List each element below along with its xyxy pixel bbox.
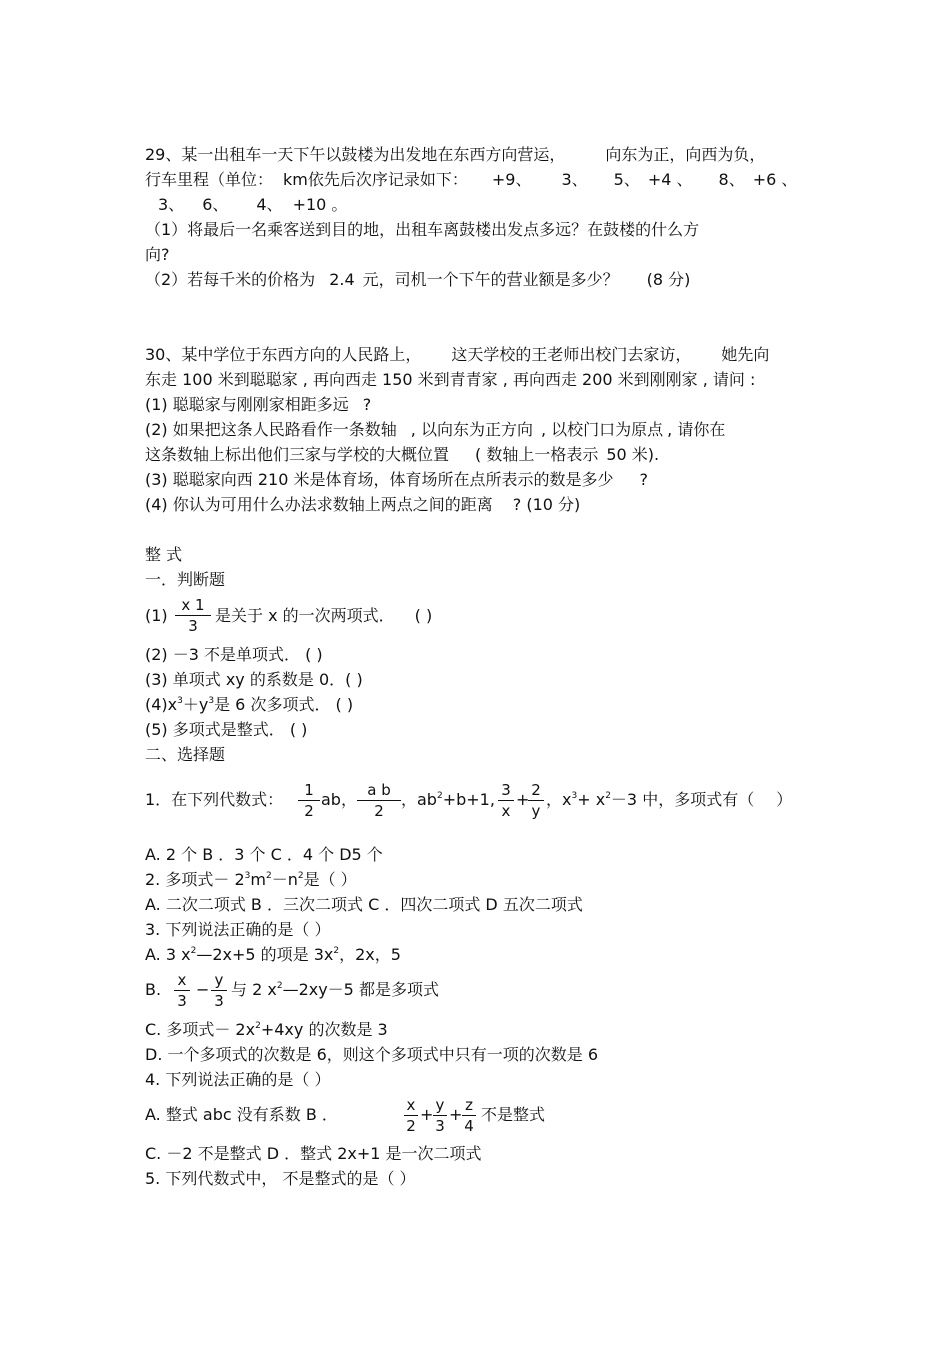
q29-text: 元，司机一个下午的营业额是多少？ — [362, 270, 619, 289]
choice-4-options-cd: C. －2 不是整式 D ．整式 2x+1 是一次二项式 — [145, 1144, 482, 1163]
q30-sub2-cont — [145, 445, 659, 465]
q29-line1 — [145, 145, 765, 165]
q29-text: 29、某一出租车一天下午以鼓楼为出发地在东西方向营运， — [145, 145, 566, 164]
judge-item-1-label: (1) — [145, 606, 168, 625]
choice-4-option-b-text: 不是整式 — [481, 1105, 546, 1124]
record-value: 3、 — [158, 195, 185, 214]
q29-sub1-cont: 向? — [145, 245, 170, 264]
q30-line2: 东走 100 米到聪聪家 , 再向西走 150 米到青青家 , 再向西走 200 米到刚刚家 , 请问 : — [145, 370, 756, 389]
q29-text: 行车里程（单位： — [145, 170, 274, 189]
record-value: +6 、 — [752, 170, 798, 189]
record-value: 8、 — [718, 170, 745, 189]
fraction: x 3 — [174, 971, 190, 1010]
answer-blank: ( ) — [414, 606, 433, 625]
judge-item-4: $(4)x^3+y^3$是 6 次多项式． ( ) — [145, 695, 354, 714]
choice-4-text: + — [420, 1105, 434, 1124]
section-title: 整 式 — [145, 545, 183, 564]
choice-3-option-c: C. 多项式－ $2x^2+4xy$ 的次数是 3 — [145, 1020, 388, 1039]
choice-5-stem: 5. 下列代数式中， 不是整式的是（ ） — [145, 1169, 416, 1188]
record-value: 6、 — [202, 195, 229, 214]
score: (8 分) — [646, 270, 691, 289]
q30-line1 — [145, 345, 769, 365]
q29-sub1: （1）将最后一名乘客送到目的地，出租车离鼓楼出发点多远？在鼓楼的什么方 — [145, 220, 700, 239]
choice-3-option-b-label: B. — [145, 980, 162, 999]
price-value: 2.4 — [329, 270, 355, 289]
q30-text: (2) 如果把这条人民路看作一条数轴 — [145, 420, 397, 439]
choice-1-options: A. 2 个 B ．3 个 C ．4 个 D5 个 — [145, 845, 383, 864]
fraction: x 2 — [404, 1096, 418, 1135]
q30-text: , 以校门口为原点 — [540, 420, 664, 439]
q29-text: （2）若每千米的价格为 — [145, 270, 316, 289]
fraction: 3 x — [498, 781, 514, 820]
choice-3-text: − — [196, 980, 210, 999]
record-value: +4 、 — [647, 170, 693, 189]
q30-text: 30、某中学位于东西方向的人民路上， — [145, 345, 422, 364]
judge-item-3: (3) 单项式 xy 的系数是 0．( ) — [145, 670, 363, 689]
choice-1-text: ，$ab^2+b+1$, — [401, 790, 495, 809]
part-heading-judge: 一．判断题 — [145, 570, 226, 589]
choice-1-text: ，$x^3+ x^2-3$ 中，多项式有（ ） — [546, 790, 793, 809]
fraction: 1 2 — [298, 781, 320, 820]
q30-text: , 以向东为正方向 — [410, 420, 533, 439]
record-value: 4、 — [256, 195, 283, 214]
choice-2-options: A. 二次二项式 B ．三次二项式 C ．四次二项式 D 五次二项式 — [145, 895, 583, 914]
choice-3-stem: 3. 下列说法正确的是（ ） — [145, 920, 331, 939]
judge-item-5: (5) 多项式是整式． ( ) — [145, 720, 308, 739]
q30-sub4 — [145, 495, 580, 515]
judge-item-2: (2) －3 不是单项式． ( ) — [145, 645, 323, 664]
q30-sub1 — [145, 395, 371, 415]
q30-text: 这条数轴上标出他们三家与学校的大概位置 — [145, 445, 450, 464]
q29-text: 向东为正，向西为负， — [605, 145, 766, 164]
q30-text: 50 米). — [606, 445, 660, 464]
q30-sub2 — [145, 420, 725, 440]
choice-4-option-a: A. 整式 abc 没有系数 B ． — [145, 1105, 338, 1124]
q30-text: (1) 聪聪家与刚刚家相距多远 — [145, 395, 349, 414]
fraction: y 3 — [211, 971, 227, 1010]
choice-2-stem: 2. 多项式－ $2^3m^2-n^2$是（ ） — [145, 870, 357, 889]
choice-1-text: + — [516, 790, 530, 809]
fraction: 2 y — [528, 781, 544, 820]
q29-line3 — [158, 195, 347, 215]
fraction: y 3 — [433, 1096, 447, 1135]
part-heading-choice: 二、选择题 — [145, 745, 226, 764]
q30-sub3 — [145, 470, 648, 490]
q29-line2 — [145, 170, 797, 190]
choice-4-text: + — [449, 1105, 463, 1124]
q30-text: (4) 你认为可用什么办法求数轴上两点之间的距离 — [145, 495, 493, 514]
fraction: a b 2 — [357, 781, 401, 820]
q30-text: ? — [362, 395, 372, 414]
choice-3-option-d: D. 一个多项式的次数是 6，则这个多项式中只有一项的次数是 6 — [145, 1045, 599, 1064]
record-value: 3、 — [561, 170, 588, 189]
q30-text: (3) 聪聪家向西 210 米是体育场，体育场所在点所表示的数是多少 — [145, 470, 614, 489]
unit-km: km — [283, 170, 308, 189]
q30-text: 她先向 — [721, 345, 770, 364]
record-value: +10 。 — [292, 195, 348, 214]
score: ? (10 分) — [512, 495, 581, 514]
choice-4-stem: 4. 下列说法正确的是（ ） — [145, 1070, 331, 1089]
q30-text: 这天学校的王老师出校门去家访， — [451, 345, 692, 364]
choice-3-option-b-text: 与 2 $x^2—2xy-5$ 都是多项式 — [231, 980, 439, 999]
q30-text: ( 数轴上一格表示 — [475, 445, 599, 464]
record-value: 5、 — [613, 170, 640, 189]
q29-sub2 — [145, 270, 690, 290]
fraction: x 1 3 — [175, 596, 211, 635]
q30-text: , 请你在 — [667, 420, 726, 439]
choice-1-text: ab， — [321, 790, 357, 809]
q30-text: ? — [639, 470, 648, 489]
q29-text: 依先后次序记录如下： — [307, 170, 468, 189]
choice-1-stem: 1．在下列代数式： — [145, 790, 284, 809]
judge-item-1-text: 是关于 x 的一次两项式． ( ) — [215, 606, 433, 625]
fraction: z 4 — [462, 1096, 476, 1135]
choice-3-option-a: A. 3 $x^2—2x+5$ 的项是 $3x^2$，2x，5 — [145, 945, 401, 964]
record-value: +9、 — [491, 170, 532, 189]
